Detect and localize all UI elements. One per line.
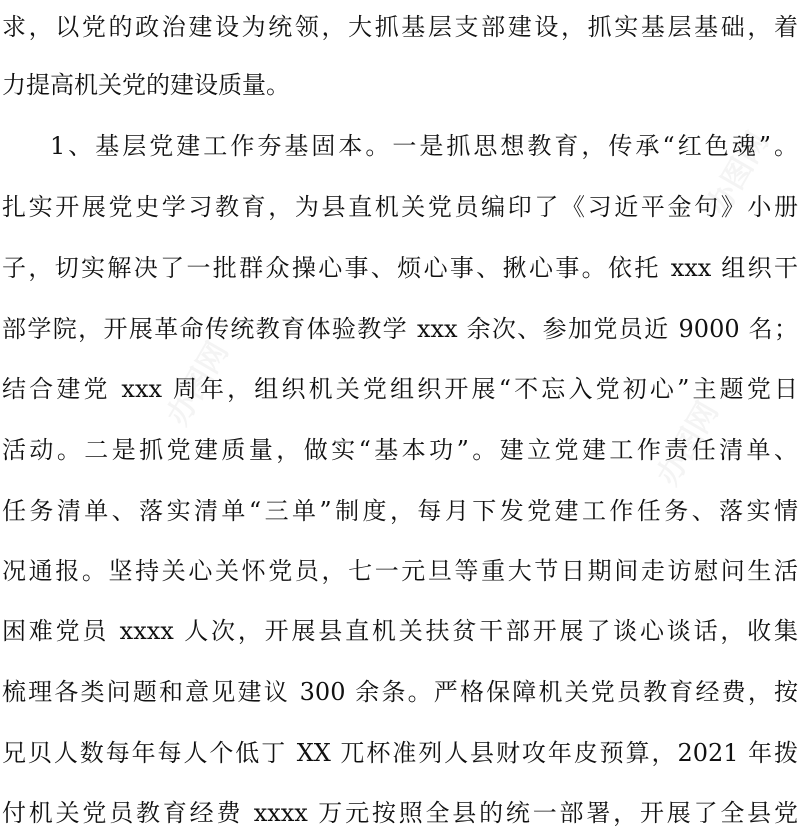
watermark: 办图网 xyxy=(700,126,776,222)
section-heading-line: 1、基层党建工作夯基固本。一是抓思想教育，传承“红色魂”。 xyxy=(50,132,798,160)
text-line: 梳理各类问题和意见建议 300 余条。严格保障机关党员教育经费，按 xyxy=(2,678,798,706)
text-line: 活动。二是抓党建质量，做实“基本功”。建立党建工作责任清单、 xyxy=(2,436,798,464)
watermark: 办图网 xyxy=(650,396,726,492)
text-line: 兄贝人数每年每人个低丁 XX 兀杯准列人县财攻年皮预算，2021 年拨 xyxy=(2,739,798,767)
text-line: 任务清单、落实清单“三单”制度，每月下发党建工作任务、落实情 xyxy=(2,497,798,525)
watermark: 办图网 xyxy=(160,336,236,432)
text-line: 结合建党 xxx 周年，组织机关党组织开展“不忘入党初心”主题党日 xyxy=(2,375,798,403)
text-line: 部学院，开展革命传统教育体验教学 xxx 余次、参加党员近 9000 名； xyxy=(2,315,798,343)
text-line: 求，以党的政治建设为统领，大抓基层支部建设，抓实基层基础，着 xyxy=(2,13,798,41)
text-line: 力提高机关党的建设质量。 xyxy=(2,71,290,99)
text-line: 付机关党员教育经费 xxxx 万元按照全县的统一部署，开展了全县党 xyxy=(2,799,798,827)
text-line: 困难党员 xxxx 人次，开展县直机关扶贫干部开展了谈心谈话，收集 xyxy=(2,617,798,645)
text-line: 子，切实解决了一批群众操心事、烦心事、揪心事。依托 xxx 组织干 xyxy=(2,254,798,282)
text-line: 扎实开展党史学习教育，为县直机关党员编印了《习近平金句》小册 xyxy=(2,193,798,221)
text-line: 况通报。坚持关心关怀党员，七一元旦等重大节日期间走访慰问生活 xyxy=(2,557,798,585)
